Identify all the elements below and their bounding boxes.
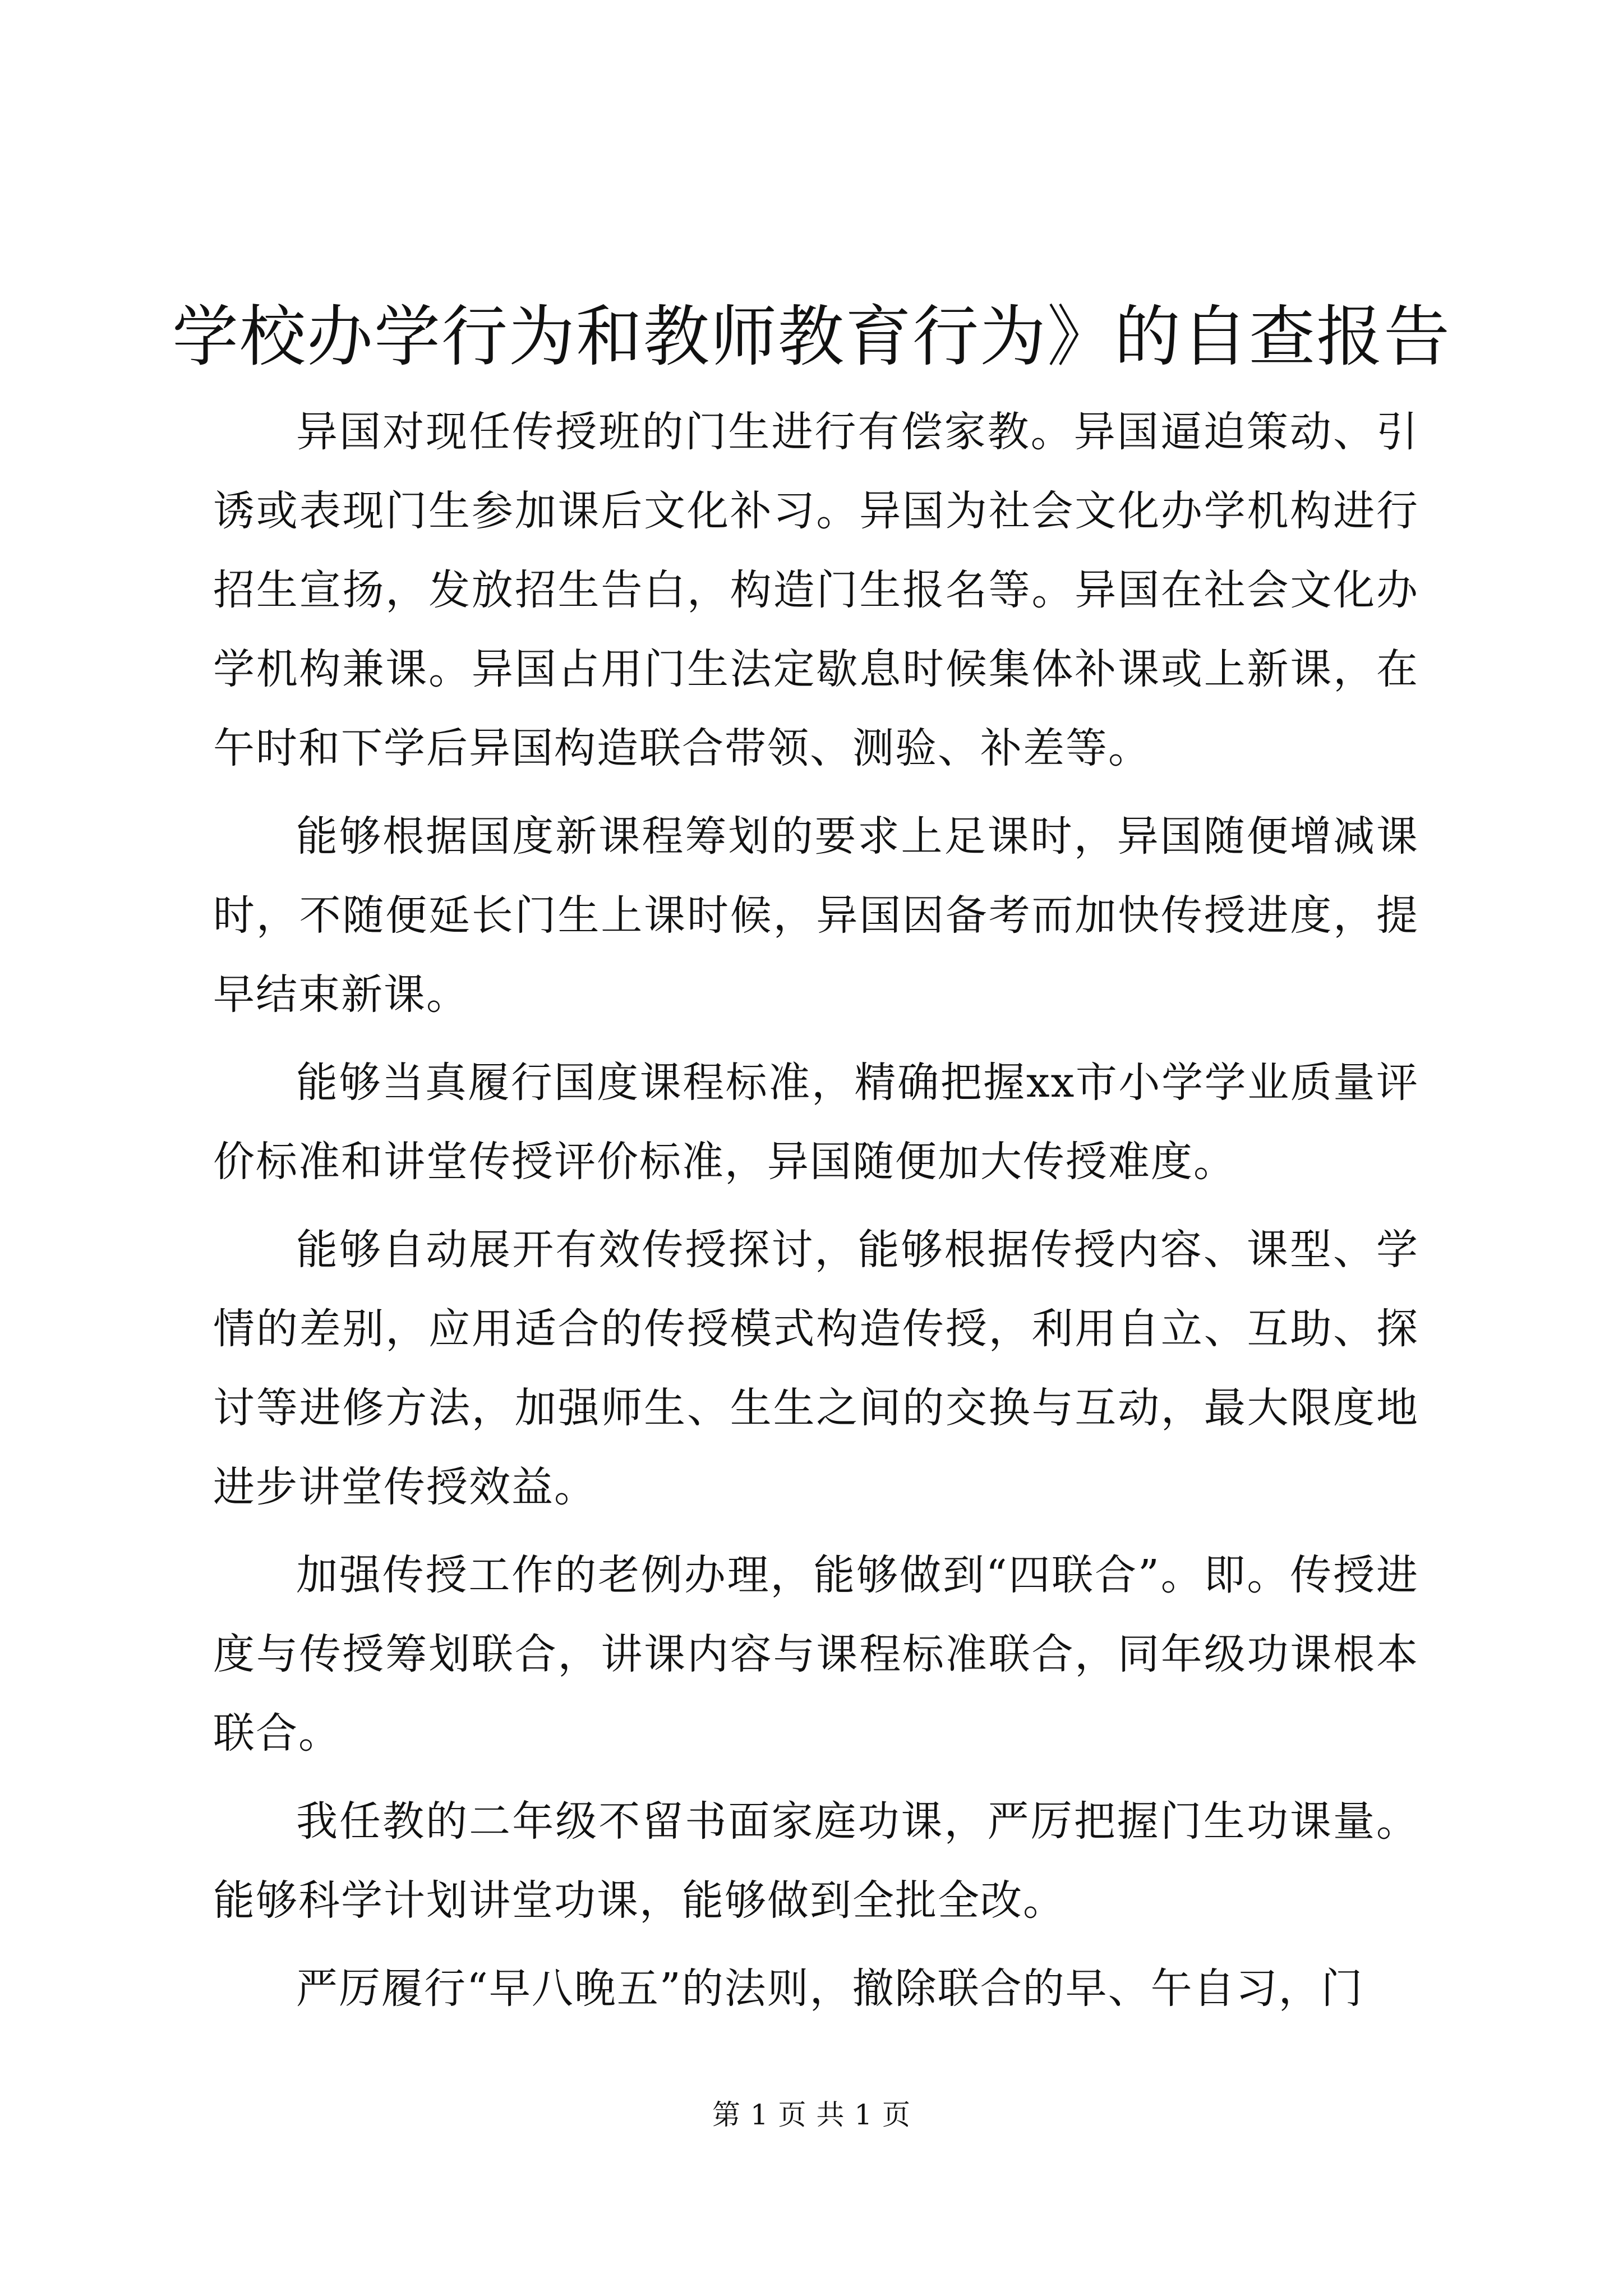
paragraph-3: 能够当真履行国度课程标准，精确把握xx市小学学业质量评价标准和讲堂传授评价标准，异国随便加大传授难度。 — [213, 1059, 1419, 1186]
paragraph-5: 加强传授工作的老例办理，能够做到“四联合”。即。传授进度与传授筹划联合，讲课内容与课程标准联合，同年级功课根本联合。 — [213, 1551, 1419, 1757]
paragraph-1: 异国对现任传授班的门生进行有偿家教。异国逼迫策动、引诱或表现门生参加课后文化补习。异国为社会文化办学机构进行招生宣扬，发放招生告白，构造门生报名等。异国在社会文化办学机构兼课。异国占用门生法定歇息时候集体补课或上新课，在午时和下学后异国构造联合带领、测验、补差等。 — [213, 408, 1419, 772]
page-footer: 第 1 页 共 1 页 — [712, 2099, 911, 2131]
paragraph-7: 严厉履行“早八晚五”的法则，撤除联合的早、午自习，门 — [296, 1964, 1364, 2013]
paragraph-2: 能够根据国度新课程筹划的要求上足课时，异国随便增减课时，不随便延长门生上课时候，异国因备考而加快传授进度，提早结束新课。 — [213, 812, 1419, 1019]
paragraph-6: 我任教的二年级不留书面家庭功课，严厉把握门生功课量。能够科学计划讲堂功课，能够做到全批全改。 — [213, 1797, 1419, 1925]
paragraph-4: 能够自动展开有效传授探讨，能够根据传授内容、课型、学情的差别，应用适合的传授模式构造传授，利用自立、互助、探讨等进修方法，加强师生、生生之间的交换与互动，最大限度地进步讲堂传授效益。 — [213, 1226, 1419, 1511]
document-title: 学校办学行为和教师教育行为》的自查报告 — [172, 298, 1451, 375]
document-body — [213, 393, 1419, 2028]
